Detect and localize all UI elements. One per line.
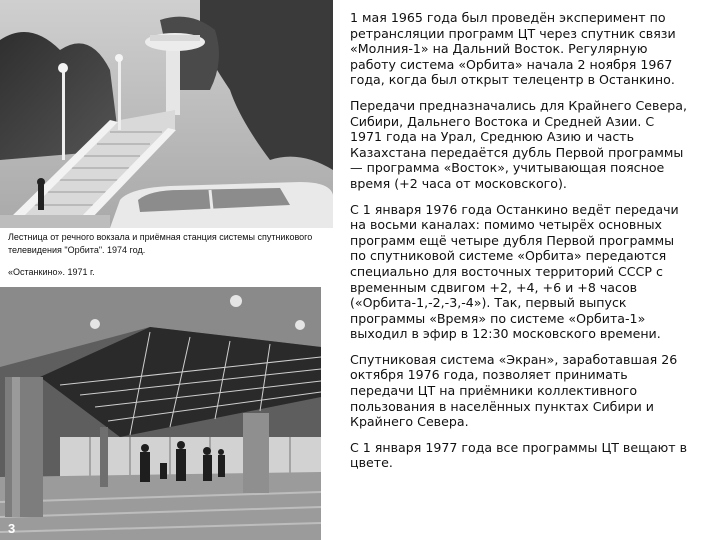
paragraph-ekran: Спутниковая система «Экран», заработавшая 26 октября 1976 года, позволяет принимать передачи ЦТ на приёмники коллективного пользования в населённых пунктах Сибири и Крайнего Севера. [350,351,678,430]
paragraph-color: С 1 января 1977 года все программы ЦТ вещают в цвете. [350,439,688,471]
article-text [350,10,690,481]
paragraph-orbita-channels: С 1 января 1976 года Останкино ведёт передачи на восьми каналах: помимо четырёх основных программ ещё четыре дубля Первой программы по спутниковой системе «Орбита» передаются специально для восточных территорий СССР с временным сдвигом +2, +4, +6 и +8 часов («Орбита-1,-2,-3,-4»). Так, первый выпуск программы «Время» по системе «Орбита-1» выходил в эфир в 12:30 московского времени. [350,201,679,342]
staircase-photo [0,0,333,228]
photo-caption-ostankino: «Останкино». 1971 г. [8,267,95,277]
page-number: 3 [8,521,16,536]
paragraph-molniya: 1 мая 1965 года был проведён эксперимент по ретрансляции программ ЦТ через спутник связи «Молния-1» на Дальний Восток. Регулярную работу система «Орбита» начала 2 ноября 1967 года, когда был открыт телецентр в Останкино. [350,10,676,88]
ostankino-photo [0,287,321,540]
photo-caption-staircase: Лестница от речного вокзала и приёмная станция системы спутникового телевидения "Орбита". 1974 год. [8,232,313,255]
paragraph-vostok: Передачи предназначались для Крайнего Севера, Сибири, Дальнего Востока и Средней Азии. С 1971 года на Урал, Среднюю Азию и часть Казахстана передаётся дубль Первой программы — программа «Восток», учитывающая поясное время (+2 часа от московского). [350,97,687,191]
